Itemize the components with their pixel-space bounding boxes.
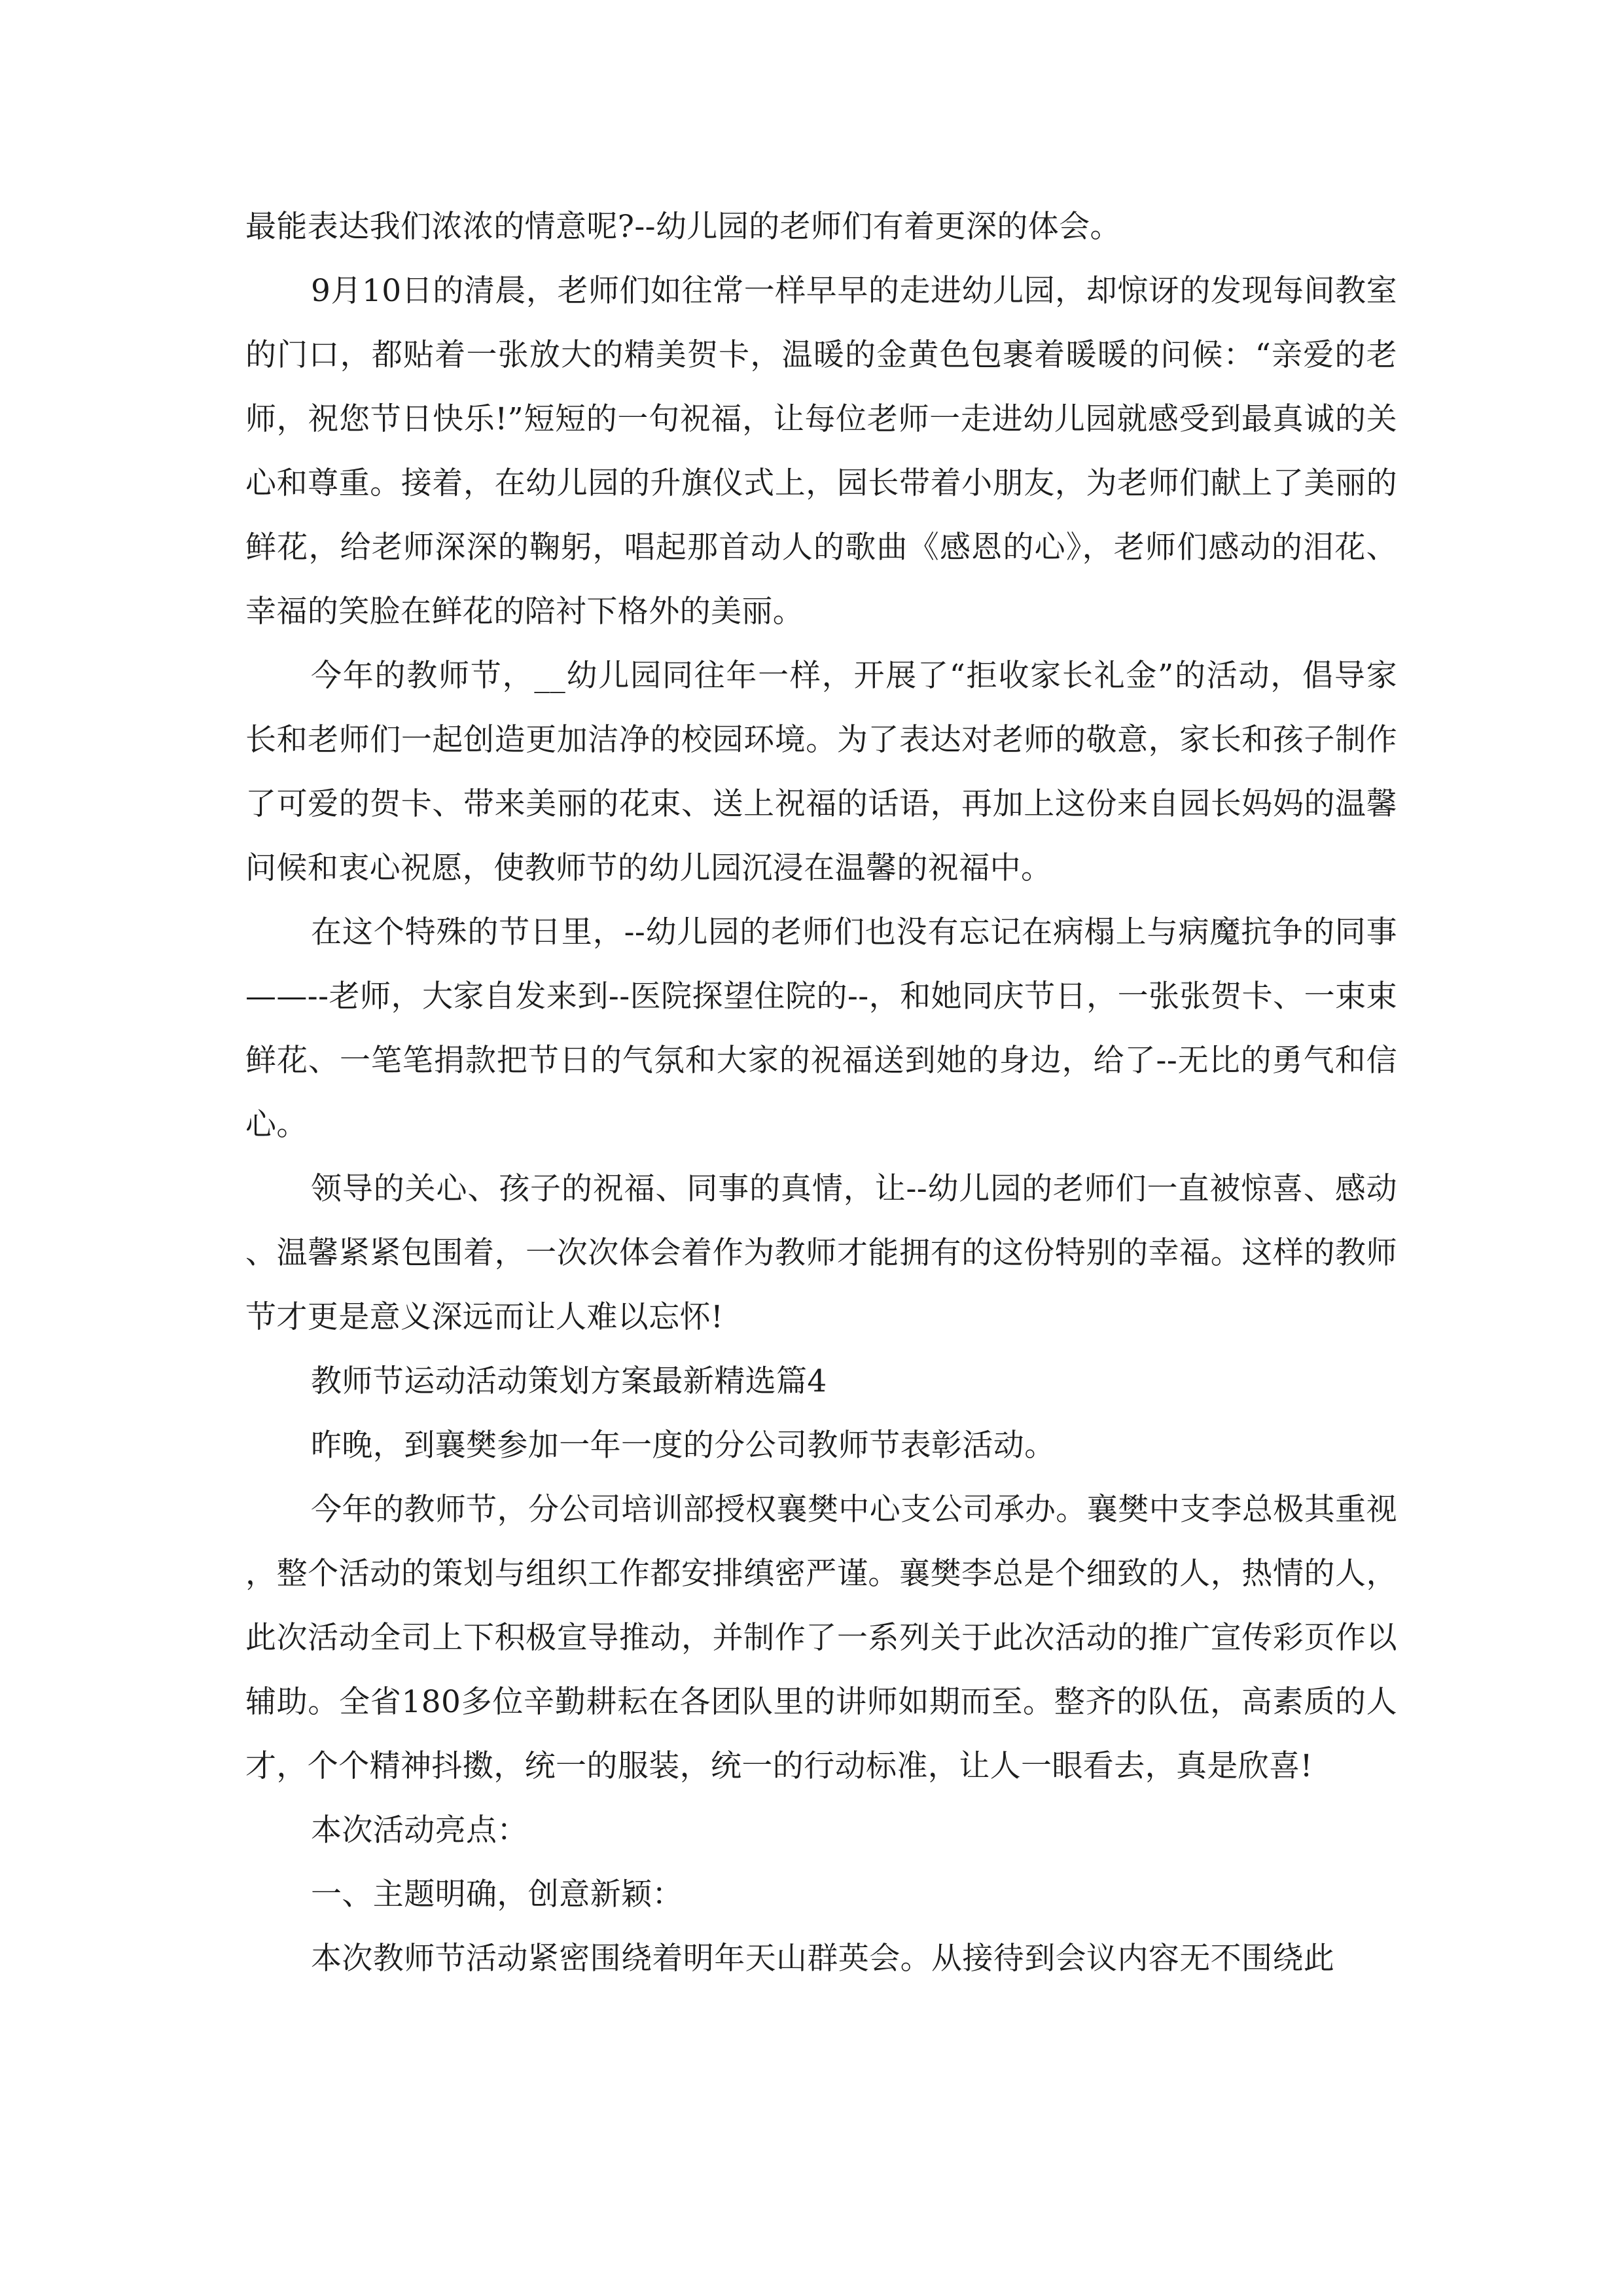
paragraph-1: 最能表达我们浓浓的情意呢?--幼儿园的老师们有着更深的体会。 [245, 209, 1121, 245]
paragraph-4: 在这个特殊的节日里，--幼儿园的老师们也没有忘记在病榻上与病魔抗争的同事——--老师，大家自发来到--医院探望住院的--，和她同庆节日，一张张贺卡、一束束鲜花、一笔笔捐款把节日的气氛和大家的祝福送到她的身边，给了--无比的勇气和信心。 [245, 914, 1397, 1143]
paragraph-7: 今年的教师节，分公司培训部授权襄樊中心支公司承办。襄樊中支李总极其重视，整个活动的策划与组织工作都安排缜密严谨。襄樊李总是个细致的人，热情的人，此次活动全司上下积极宣导推动，并制作了一系列关于此次活动的推广宣传彩页作以辅助。全省180多位辛勤耕耘在各团队里的讲师如期而至。整齐的队伍，高素质的人才，个个精神抖擞，统一的服装，统一的行动标准，让人一眼看去，真是欣喜! [245, 1492, 1397, 1784]
paragraph-10: 本次教师节活动紧密围绕着明年天山群英会。从接待到会议内容无不围绕此 [311, 1941, 1335, 1977]
paragraph-3: 今年的教师节，__幼儿园同往年一样，开展了“拒收家长礼金”的活动，倡导家长和老师们一起创造更加洁净的校园环境。为了表达对老师的敬意，家长和孩子制作了可爱的贺卡、带来美丽的花束、送上祝福的话语，再加上这份来自园长妈妈的温馨问候和衷心祝愿，使教师节的幼儿园沉浸在温馨的祝福中。 [245, 658, 1397, 886]
paragraph-5: 领导的关心、孩子的祝福、同事的真情，让--幼儿园的老师们一直被惊喜、感动、温馨紧紧包围着，一次次体会着作为教师才能拥有的这份特别的幸福。这样的教师节才更是意义深远而让人难以忘怀! [245, 1171, 1397, 1335]
document-body [245, 195, 1397, 1991]
paragraph-2: 9月10日的清晨，老师们如往常一样早早的走进幼儿园，却惊讶的发现每间教室的门口，都贴着一张放大的精美贺卡，温暖的金黄色包裹着暖暖的问候：“亲爱的老师，祝您节日快乐!”短短的一句祝福，让每位老师一走进幼儿园就感受到最真诚的关心和尊重。接着，在幼儿园的升旗仪式上，园长带着小朋友，为老师们献上了美丽的鲜花，给老师深深的鞠躬，唱起那首动人的歌曲《感恩的心》，老师们感动的泪花、幸福的笑脸在鲜花的陪衬下格外的美丽。 [245, 273, 1397, 630]
paragraph-8: 本次活动亮点： [311, 1812, 528, 1848]
paragraph-9: 一、主题明确，创意新颖： [311, 1876, 683, 1912]
section-heading: 教师节运动活动策划方案最新精选篇4 [311, 1363, 827, 1399]
paragraph-6: 昨晚，到襄樊参加一年一度的分公司教师节表彰活动。 [311, 1427, 1056, 1463]
